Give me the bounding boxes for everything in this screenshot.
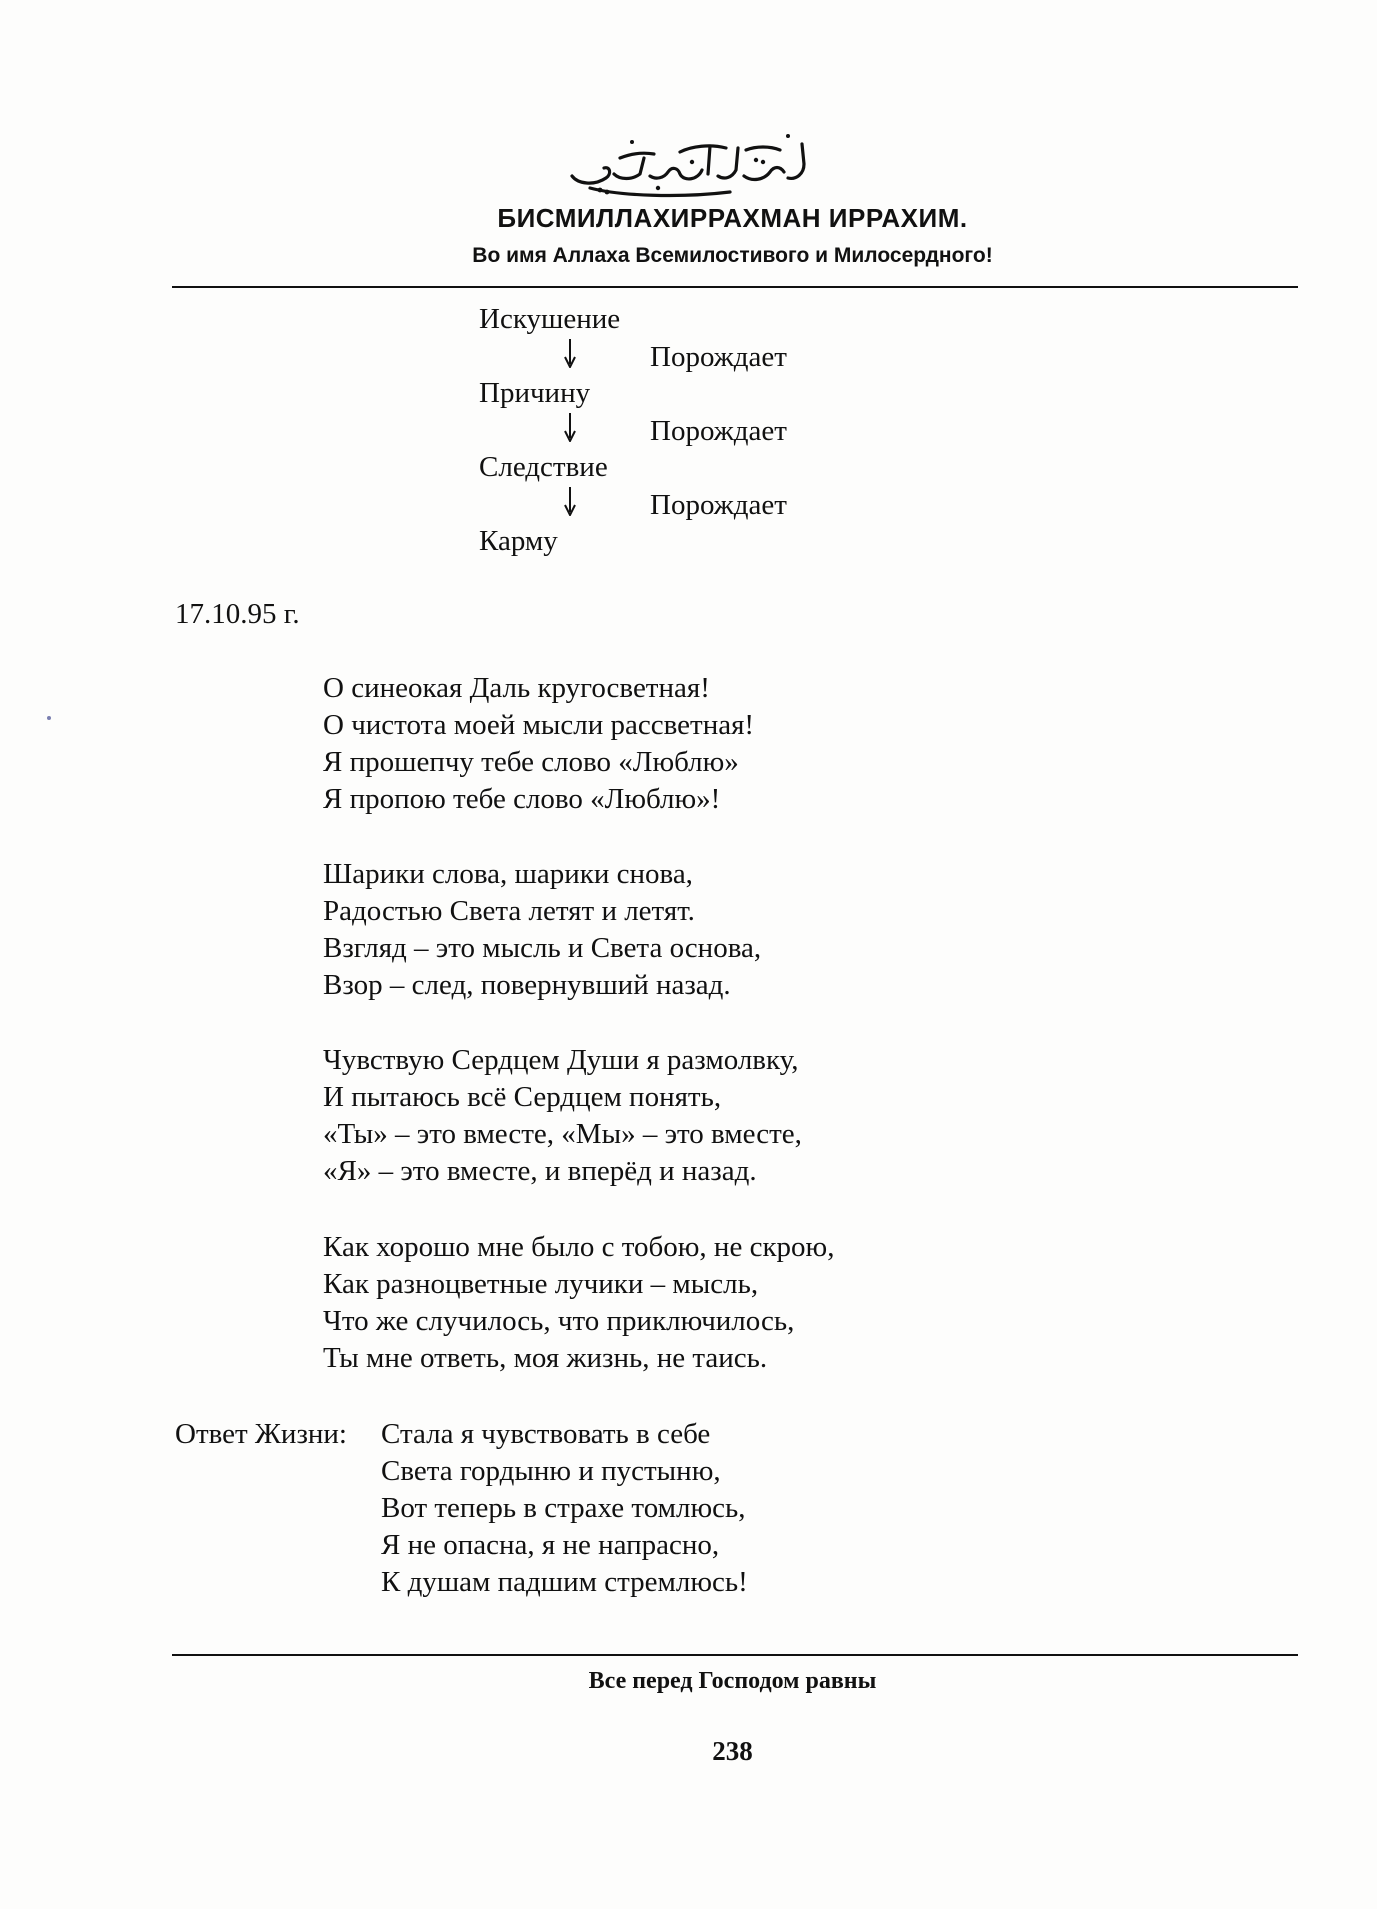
flow-step-cause: Причину <box>479 377 591 409</box>
footer-text: Все перед Господом равны <box>588 1668 877 1694</box>
poem-date: 17.10.95 г. <box>175 598 300 630</box>
poem-line: Я не опасна, я не напрасно, <box>381 1529 720 1561</box>
bismillah-calligraphy <box>560 118 810 204</box>
poem-line: Стала я чувствовать в себе <box>381 1418 711 1450</box>
poem-line: «Ты» – это вместе, «Мы» – это вместе, <box>323 1118 802 1150</box>
poem-line: Вот теперь в страхе томлюсь, <box>381 1492 746 1524</box>
down-arrow-icon <box>562 486 578 516</box>
flow-connector-3: Порождает <box>650 489 787 521</box>
stanza-1 <box>323 670 754 818</box>
flow-connector-1: Порождает <box>650 341 787 373</box>
poem-line: К душам падшим стремлюсь! <box>381 1566 748 1598</box>
scan-speck <box>47 716 51 720</box>
poem-line: О чистота моей мысли рассветная! <box>323 709 755 741</box>
answer-label: Ответ Жизни: <box>175 1418 347 1450</box>
poem-line: Я прошепчу тебе слово «Люблю» <box>323 746 739 778</box>
down-arrow-icon <box>562 338 578 368</box>
page-number: 238 <box>712 1736 753 1766</box>
down-arrow-icon <box>562 412 578 442</box>
header-rule <box>172 286 1298 288</box>
poem-line: Что же случилось, что приключилось, <box>323 1305 795 1337</box>
poem-line: Чувствую Сердцем Души я размолвку, <box>323 1044 799 1076</box>
stanza-2 <box>323 856 761 1004</box>
poem-line: Радостью Света летят и летят. <box>323 895 695 927</box>
header-title: БИСМИЛЛАХИРРАХМАН ИРРАХИМ. <box>497 203 968 233</box>
poem-line: Я пропою тебе слово «Люблю»! <box>323 783 721 815</box>
stanza-3 <box>323 1042 802 1190</box>
poem-line: Света гордыню и пустыню, <box>381 1455 721 1487</box>
flow-step-consequence: Следствие <box>479 451 608 483</box>
poem-line: И пытаюсь всё Сердцем понять, <box>323 1081 722 1113</box>
poem-line: Как разноцветные лучики – мысль, <box>323 1268 759 1300</box>
poem-line: Ты мне ответь, моя жизнь, не таись. <box>323 1342 768 1374</box>
flow-step-temptation: Искушение <box>479 303 621 335</box>
poem-line: Взор – след, повернувший назад. <box>323 969 731 1001</box>
poem-line: Взгляд – это мысль и Света основа, <box>323 932 762 964</box>
poem-line: Как хорошо мне было с тобою, не скрою, <box>323 1231 835 1263</box>
stanza-4 <box>323 1229 834 1377</box>
answer-stanza <box>381 1416 748 1601</box>
flow-connector-2: Порождает <box>650 415 787 447</box>
flow-step-karma: Карму <box>479 525 558 557</box>
poem-line: Шарики слова, шарики снова, <box>323 858 693 890</box>
poem-line: О синеокая Даль кругосветная! <box>323 672 710 704</box>
poem-line: «Я» – это вместе, и вперёд и назад. <box>323 1155 757 1187</box>
footer-rule <box>172 1654 1298 1656</box>
header-subtitle: Во имя Аллаха Всемилостивого и Милосердного! <box>472 244 993 267</box>
